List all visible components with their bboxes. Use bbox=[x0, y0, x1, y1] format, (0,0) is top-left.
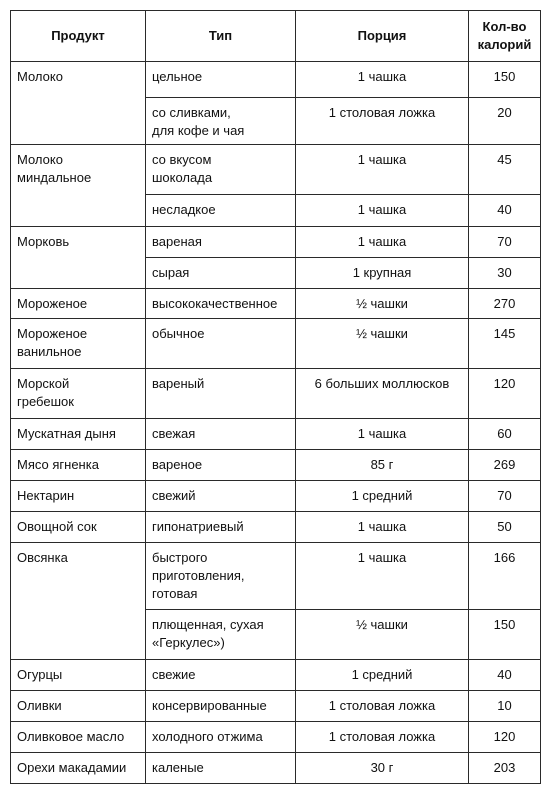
calories-cell: 10 bbox=[469, 691, 541, 722]
product-cell: Морковь bbox=[11, 227, 146, 289]
table-row bbox=[11, 722, 541, 753]
table-row bbox=[11, 450, 541, 481]
type-cell: быстрого приготовления, готовая bbox=[146, 543, 296, 610]
product-cell: Мясо ягненка bbox=[11, 450, 146, 481]
portion-cell: 85 г bbox=[296, 450, 469, 481]
table-row bbox=[11, 753, 541, 784]
calories-cell: 120 bbox=[469, 722, 541, 753]
type-cell: со сливками, для кофе и чая bbox=[146, 98, 296, 145]
type-cell: сырая bbox=[146, 258, 296, 289]
portion-cell: 1 столовая ложка bbox=[296, 722, 469, 753]
table-row bbox=[11, 319, 541, 369]
product-cell: Мороженое bbox=[11, 289, 146, 319]
type-cell: консервированные bbox=[146, 691, 296, 722]
product-cell: Овсянка bbox=[11, 543, 146, 660]
calories-cell: 60 bbox=[469, 419, 541, 450]
product-cell: Мускатная дыня bbox=[11, 419, 146, 450]
portion-cell: 1 чашка bbox=[296, 419, 469, 450]
calories-cell: 70 bbox=[469, 481, 541, 512]
header-row bbox=[11, 11, 541, 62]
portion-cell: 1 чашка bbox=[296, 195, 469, 227]
portion-cell: 1 чашка bbox=[296, 62, 469, 98]
type-cell: свежий bbox=[146, 481, 296, 512]
calories-cell: 203 bbox=[469, 753, 541, 784]
product-cell: Огурцы bbox=[11, 660, 146, 691]
calorie-table bbox=[10, 10, 541, 784]
type-cell: холодного отжима bbox=[146, 722, 296, 753]
portion-cell: 1 столовая ложка bbox=[296, 691, 469, 722]
header-product: Продукт bbox=[11, 11, 146, 62]
product-cell: Мороженое ванильное bbox=[11, 319, 146, 369]
table-row bbox=[11, 289, 541, 319]
header-portion: Порция bbox=[296, 11, 469, 62]
calories-cell: 120 bbox=[469, 369, 541, 419]
portion-cell: 1 чашка bbox=[296, 227, 469, 258]
portion-cell: 1 крупная bbox=[296, 258, 469, 289]
header-calories: Кол-во калорий bbox=[469, 11, 541, 62]
calories-cell: 20 bbox=[469, 98, 541, 145]
header-type: Тип bbox=[146, 11, 296, 62]
portion-cell: 1 чашка bbox=[296, 543, 469, 610]
table-row bbox=[11, 543, 541, 610]
portion-cell: ½ чашки bbox=[296, 319, 469, 369]
product-cell: Молоко bbox=[11, 62, 146, 145]
type-cell: вареная bbox=[146, 227, 296, 258]
portion-cell: 1 средний bbox=[296, 660, 469, 691]
portion-cell: 1 чашка bbox=[296, 145, 469, 195]
calories-cell: 150 bbox=[469, 610, 541, 660]
type-cell: плющенная, сухая «Геркулес») bbox=[146, 610, 296, 660]
table-row bbox=[11, 691, 541, 722]
type-cell: цельное bbox=[146, 62, 296, 98]
calories-cell: 269 bbox=[469, 450, 541, 481]
type-cell: обычное bbox=[146, 319, 296, 369]
product-cell: Нектарин bbox=[11, 481, 146, 512]
type-cell: несладкое bbox=[146, 195, 296, 227]
product-cell: Морской гребешок bbox=[11, 369, 146, 419]
portion-cell: 30 г bbox=[296, 753, 469, 784]
type-cell: со вкусом шоколада bbox=[146, 145, 296, 195]
product-cell: Орехи макадамии bbox=[11, 753, 146, 784]
portion-cell: 1 столовая ложка bbox=[296, 98, 469, 145]
table-row bbox=[11, 227, 541, 258]
calories-cell: 150 bbox=[469, 62, 541, 98]
calories-cell: 30 bbox=[469, 258, 541, 289]
table-row bbox=[11, 369, 541, 419]
product-cell: Оливковое масло bbox=[11, 722, 146, 753]
product-cell: Молоко миндальное bbox=[11, 145, 146, 227]
portion-cell: ½ чашки bbox=[296, 289, 469, 319]
type-cell: вареное bbox=[146, 450, 296, 481]
calories-cell: 166 bbox=[469, 543, 541, 610]
calories-cell: 70 bbox=[469, 227, 541, 258]
type-cell: свежие bbox=[146, 660, 296, 691]
portion-cell: 1 средний bbox=[296, 481, 469, 512]
portion-cell: 1 чашка bbox=[296, 512, 469, 543]
type-cell: каленые bbox=[146, 753, 296, 784]
calories-cell: 50 bbox=[469, 512, 541, 543]
product-cell: Овощной сок bbox=[11, 512, 146, 543]
type-cell: высококачественное bbox=[146, 289, 296, 319]
table-row bbox=[11, 512, 541, 543]
type-cell: гипонатриевый bbox=[146, 512, 296, 543]
calories-cell: 270 bbox=[469, 289, 541, 319]
table-row bbox=[11, 481, 541, 512]
table-row bbox=[11, 660, 541, 691]
table-row bbox=[11, 62, 541, 98]
calories-cell: 45 bbox=[469, 145, 541, 195]
type-cell: свежая bbox=[146, 419, 296, 450]
type-cell: вареный bbox=[146, 369, 296, 419]
table-row bbox=[11, 419, 541, 450]
calories-cell: 40 bbox=[469, 660, 541, 691]
calories-cell: 40 bbox=[469, 195, 541, 227]
portion-cell: ½ чашки bbox=[296, 610, 469, 660]
table-row bbox=[11, 145, 541, 195]
portion-cell: 6 больших моллюсков bbox=[296, 369, 469, 419]
calories-cell: 145 bbox=[469, 319, 541, 369]
product-cell: Оливки bbox=[11, 691, 146, 722]
